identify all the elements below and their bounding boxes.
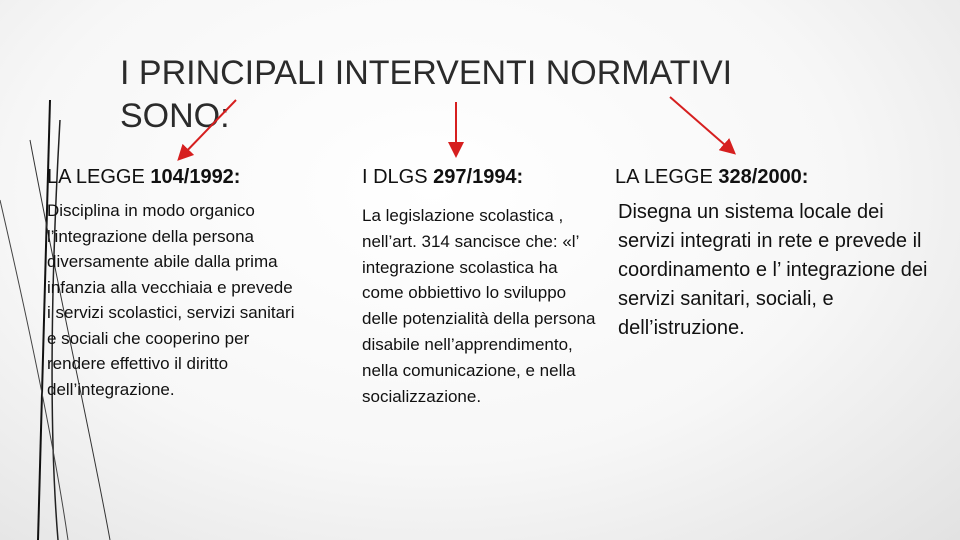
col1-body: Disciplina in modo organico l’integrazione della persona diversamente abile dalla prima infanzia alla vecchiaia e prevede i servizi scolastici, servizi sanitari e sociali che cooperino per rendere effettivo il diritto dell’integrazione. xyxy=(47,201,295,399)
col2-heading xyxy=(362,166,523,189)
col1-heading xyxy=(47,166,240,189)
col3-heading-prefix: LA LEGGE xyxy=(615,166,719,188)
col2-heading-prefix: I DLGS xyxy=(362,166,434,188)
col1-heading-prefix: LA LEGGE xyxy=(47,166,151,188)
slide-title: I PRINCIPALI INTERVENTI NORMATIVI SONO: xyxy=(120,54,733,135)
col3-body: Disegna un sistema locale dei servizi integrati in rete e prevede il coordinamento e l’ integrazione dei servizi sanitari, sociali, e dell’istruzione. xyxy=(618,201,928,339)
col2-body: La legislazione scolastica , nell’art. 314 sancisce che: «l’ integrazione scolastica ha come obbiettivo lo sviluppo delle potenzialità della persona disabile nell’apprendimento, nella comunicazione, e nella socializzazione. xyxy=(362,206,596,406)
arrow-to-col1 xyxy=(180,100,236,158)
col3-heading xyxy=(615,166,808,189)
col3-heading-ref: 328/2000: xyxy=(718,166,809,188)
col2-heading-ref: 297/1994: xyxy=(433,166,524,188)
arrow-to-col3 xyxy=(670,97,733,152)
col1-heading-ref: 104/1992: xyxy=(150,166,241,188)
